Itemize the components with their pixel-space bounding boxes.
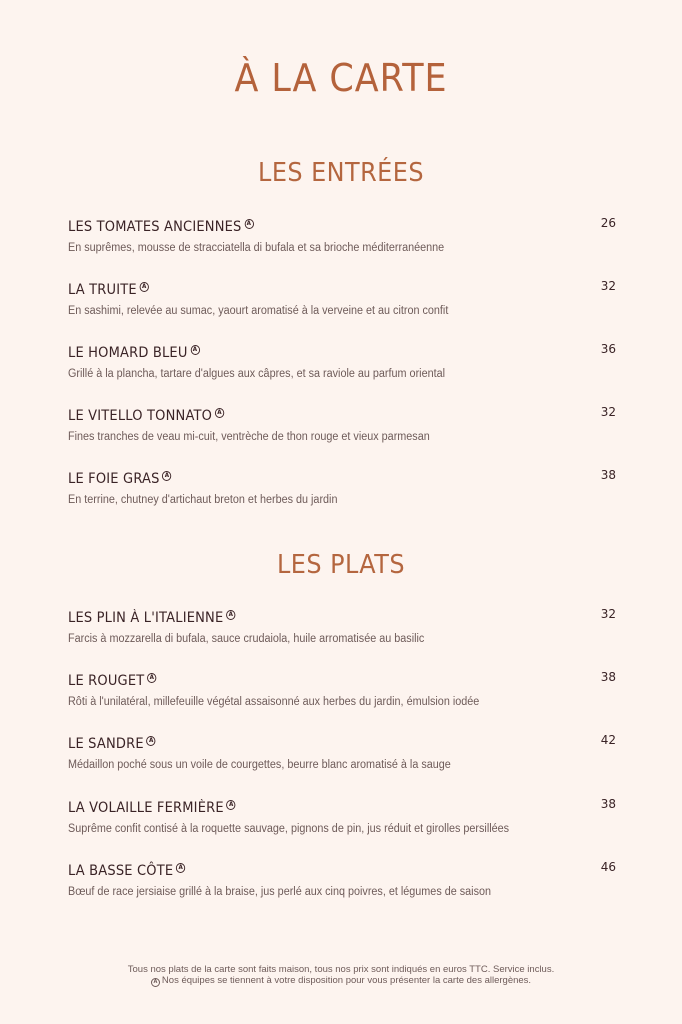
item-price: 32 [600,607,616,621]
menu-item [68,468,616,506]
item-description: En sashimi, relevée au sumac, yaourt aromatisé à la verveine et au citron confit [68,305,449,317]
allergen-icon: A [147,736,156,746]
item-price: 26 [600,216,616,230]
item-description: Grillé à la plancha, tartare d'algues aux câpres, et sa raviole au parfum oriental [68,368,446,380]
item-name [68,799,236,817]
allergen-icon: A [215,408,224,418]
item-name-text: LE HOMARD BLEU [68,345,188,361]
item-description: Farcis à mozzarella di bufala, sauce crudaiola, huile arromatisée au basilic [68,633,425,645]
item-name [68,735,156,753]
item-name [68,344,200,362]
item-name [68,672,156,690]
item-name [68,609,235,627]
item-description: Bœuf de race jersiaise grillé à la braise, jus perlé aux cinq poivres, et légumes de saison [68,886,491,898]
item-name [68,281,149,299]
item-price: 38 [600,670,616,684]
page-title: À LA CARTE [234,56,448,100]
section-title-plats: LES PLATS [277,550,405,580]
menu-item [68,670,616,708]
item-name [68,470,172,488]
section-title-entrees: LES ENTRÉES [258,158,424,188]
item-description: Suprême confit contisé à la roquette sauvage, pignons de pin, jus réduit et girolles persillées [68,823,510,835]
item-name-text: LES PLIN À L'ITALIENNE [68,610,224,626]
item-name-text: LA TRUITE [68,282,137,298]
item-name-text: LES TOMATES ANCIENNES [68,219,242,235]
item-price: 38 [600,797,616,811]
item-name-text: LE FOIE GRAS [68,471,160,487]
item-price: 38 [600,468,616,482]
allergen-icon: A [226,610,235,620]
item-name-text: LA BASSE CÔTE [68,863,174,879]
footer-line-1: Tous nos plats de la carte sont faits maison, tous nos prix sont indiqués en euros TTC. Service inclus. [127,964,555,975]
item-name [68,407,224,425]
footer-line-2-wrap [0,975,682,987]
footer-note [0,964,682,987]
allergen-icon: A [140,282,149,292]
item-description: Médaillon poché sous un voile de courgettes, beurre blanc aromatisé à la sauge [68,759,451,771]
item-name [68,862,185,880]
allergen-icon: A [151,978,160,987]
menu-item [68,405,616,443]
item-name-text: LE ROUGET [68,673,145,689]
item-description: Fines tranches de veau mi-cuit, ventrèche de thon rouge et vieux parmesan [68,431,430,443]
menu-item [68,216,616,254]
menu-item [68,860,616,898]
allergen-icon: A [244,219,253,229]
item-name-text: LA VOLAILLE FERMIÈRE [68,800,224,816]
menu-item [68,342,616,380]
item-name-text: LE SANDRE [68,736,144,752]
item-price: 46 [600,860,616,874]
menu-item [68,607,616,645]
allergen-icon: A [162,471,171,481]
menu-item [68,733,616,771]
item-price: 42 [600,733,616,747]
item-price: 36 [600,342,616,356]
allergen-icon: A [147,673,156,683]
item-name [68,218,254,236]
item-description: En terrine, chutney d'artichaut breton et herbes du jardin [68,494,338,506]
allergen-icon: A [227,800,236,810]
menu-item [68,279,616,317]
item-price: 32 [600,405,616,419]
item-name-text: LE VITELLO TONNATO [68,408,213,424]
allergen-icon: A [176,863,185,873]
item-price: 32 [600,279,616,293]
menu-item [68,797,616,835]
item-description: Rôti à l'unilatéral, millefeuille végétal assaisonné aux herbes du jardin, émulsion iodée [68,696,480,708]
footer-line-2: Nos équipes se tiennent à votre disposition pour vous présenter la carte des allergènes. [161,975,532,986]
item-description: En suprêmes, mousse de stracciatella di bufala et sa brioche méditerranéenne [68,242,445,254]
allergen-icon: A [190,345,199,355]
